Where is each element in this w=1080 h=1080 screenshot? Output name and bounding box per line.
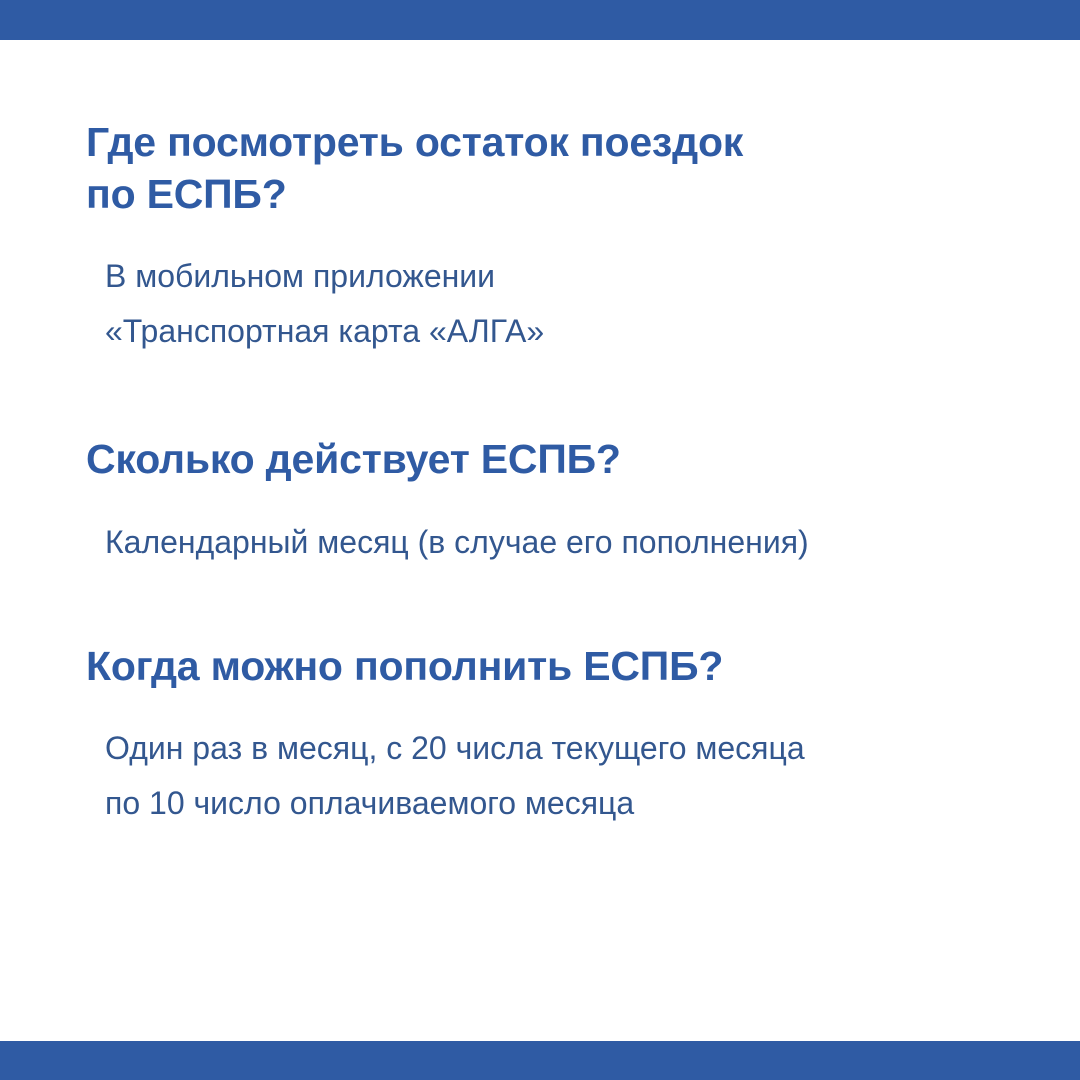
bottom-accent-band: [0, 1041, 1080, 1080]
faq-answer: [105, 721, 805, 831]
question-line: Сколько действует ЕСПБ?: [86, 436, 621, 482]
answer-line: Календарный месяц (в случае его пополнения): [105, 524, 809, 560]
faq-answer: [105, 249, 544, 359]
question-line: Где посмотреть остаток поездок: [86, 119, 744, 165]
top-accent-band: [0, 0, 1080, 40]
faq-question: [86, 640, 723, 692]
faq-question: [86, 433, 621, 485]
question-line: Когда можно пополнить ЕСПБ?: [86, 643, 724, 689]
answer-line: Один раз в месяц, с 20 числа текущего месяца: [105, 730, 805, 766]
answer-line: «Транспортная карта «АЛГА»: [105, 313, 545, 349]
answer-line: В мобильном приложении: [105, 258, 496, 294]
faq-question: [86, 116, 743, 220]
faq-answer: [105, 515, 809, 570]
question-line: по ЕСПБ?: [86, 171, 287, 217]
answer-line: по 10 число оплачиваемого месяца: [105, 785, 635, 821]
